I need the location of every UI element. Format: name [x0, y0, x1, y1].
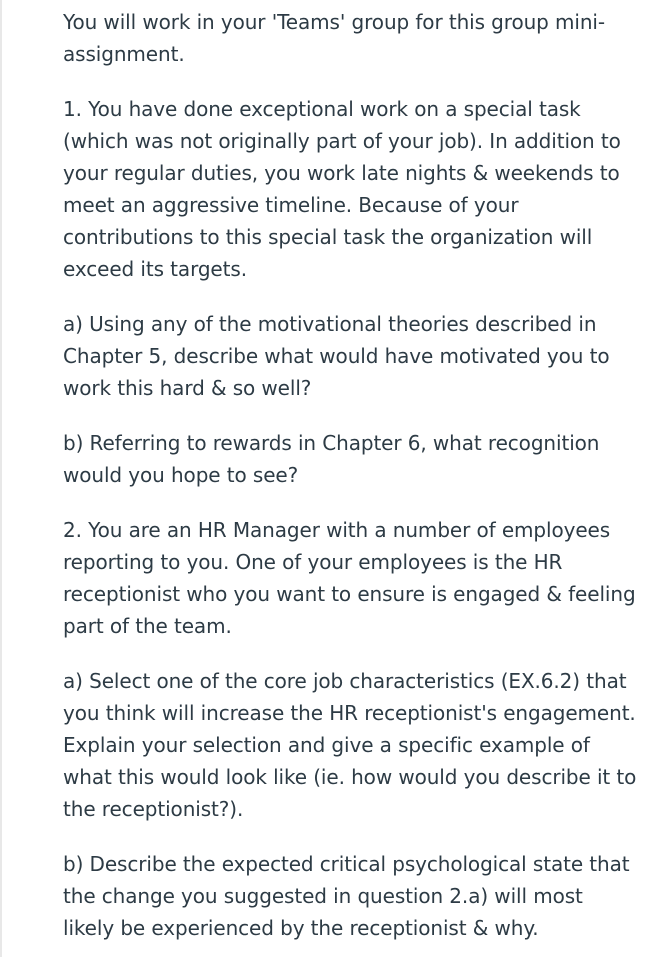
- question-2a-paragraph: a) Select one of the core job characteristics (EX.6.2) that you think will increase the HR receptionist's engagement. Explain your selection and give a specific example of what this would look like (ie. how would you describe it to the receptionist?).: [63, 669, 637, 821]
- question-2b-paragraph: b) Describe the expected critical psychological state that the change you suggested in question 2.a) will most likely be experienced by the receptionist & why.: [63, 852, 630, 940]
- question-2-paragraph: 2. You are an HR Manager with a number of employees reporting to you. One of your employees is the HR receptionist who you want to ensure is engaged & feeling part of the team.: [63, 518, 636, 638]
- intro-paragraph: You will work in your 'Teams' group for this group mini-assignment.: [63, 10, 606, 66]
- question-1-paragraph: 1. You have done exceptional work on a special task (which was not originally part of your job). In addition to your regular duties, you work late nights & weekends to meet an aggressive timeline. Because of your contributions to this special task the organization will exceed its targets.: [63, 97, 621, 281]
- left-border: [0, 0, 2, 957]
- question-1a-paragraph: a) Using any of the motivational theories described in Chapter 5, describe what would have motivated you to work this hard & so well?: [63, 312, 610, 400]
- assignment-content: [63, 6, 638, 944]
- question-1b-paragraph: b) Referring to rewards in Chapter 6, what recognition would you hope to see?: [63, 431, 600, 487]
